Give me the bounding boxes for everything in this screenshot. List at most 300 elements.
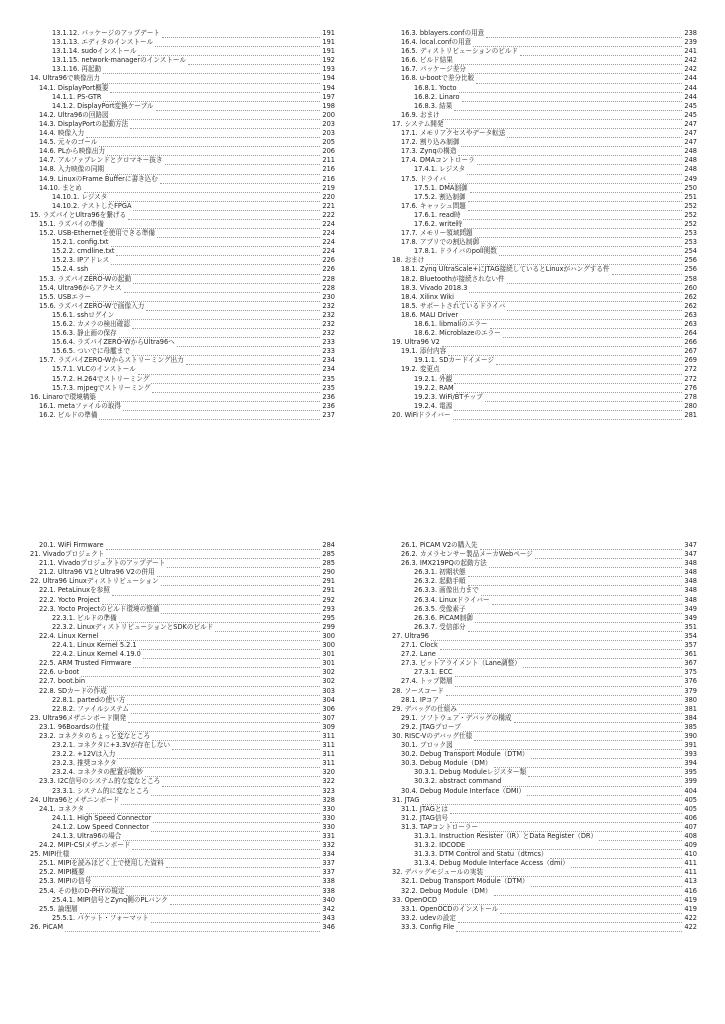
- toc-leader-dots: [438, 652, 683, 659]
- toc-entry[interactable]: [392, 659, 697, 668]
- toc-entry[interactable]: [392, 586, 697, 595]
- toc-entry[interactable]: [30, 568, 335, 577]
- toc-entry[interactable]: [30, 668, 335, 677]
- toc-entry[interactable]: [392, 823, 697, 832]
- toc-entry-title: 14.5. 元々のゴール: [39, 138, 98, 147]
- toc-entry[interactable]: [30, 229, 335, 238]
- toc-entry[interactable]: [392, 741, 697, 750]
- toc-entry-page: 391: [684, 741, 697, 750]
- toc-entry[interactable]: [392, 320, 697, 329]
- toc-entry[interactable]: [30, 138, 335, 147]
- toc-entry-title: 15.1. ラズパイの準備: [39, 219, 104, 228]
- toc-entry[interactable]: [30, 220, 335, 229]
- toc-entry[interactable]: [30, 275, 335, 284]
- toc-entry[interactable]: [392, 577, 697, 586]
- toc-leader-dots: [112, 589, 321, 596]
- toc-entry[interactable]: [392, 375, 697, 384]
- toc-entry[interactable]: [30, 365, 335, 374]
- toc-entry[interactable]: [30, 641, 335, 650]
- toc-leader-dots: [102, 598, 320, 605]
- toc-entry[interactable]: [392, 65, 697, 74]
- toc-leader-dots: [507, 131, 682, 138]
- toc-entry-page: 232: [322, 301, 335, 310]
- toc-entry[interactable]: [392, 111, 697, 120]
- toc-leader-dots: [473, 40, 682, 47]
- toc-entry[interactable]: [392, 211, 697, 220]
- toc-entry-page: 343: [322, 913, 335, 922]
- toc-entry[interactable]: [30, 320, 335, 329]
- toc-entry[interactable]: [392, 832, 697, 841]
- toc-entry[interactable]: [392, 84, 697, 93]
- toc-entry[interactable]: [30, 47, 335, 56]
- toc-entry[interactable]: [30, 211, 335, 220]
- toc-entry[interactable]: [30, 850, 335, 859]
- toc-entry-page: 235: [322, 374, 335, 383]
- toc-entry[interactable]: [30, 156, 335, 165]
- toc-entry[interactable]: [30, 632, 335, 641]
- toc-leader-dots: [470, 186, 683, 193]
- toc-entry[interactable]: [392, 156, 697, 165]
- toc-entry[interactable]: [392, 256, 697, 265]
- toc-entry[interactable]: [392, 74, 697, 83]
- toc-entry[interactable]: [392, 632, 697, 641]
- toc-entry[interactable]: [30, 868, 335, 877]
- toc-entry-title: 22.6. u-boot: [39, 668, 80, 677]
- toc-entry[interactable]: [30, 256, 335, 265]
- toc-entry[interactable]: [392, 732, 697, 741]
- toc-entry-page: 285: [322, 559, 335, 568]
- toc-leader-dots: [455, 670, 683, 677]
- toc-entry[interactable]: [392, 38, 697, 47]
- toc-entry-title: 16.9. おまけ: [401, 110, 440, 119]
- toc-entry[interactable]: [30, 347, 335, 356]
- toc-entry[interactable]: [30, 193, 335, 202]
- toc-entry[interactable]: [392, 365, 697, 374]
- toc-leader-dots: [133, 204, 320, 211]
- toc-leader-dots: [126, 889, 320, 896]
- toc-entry[interactable]: [30, 559, 335, 568]
- toc-entry-title: 33.3. Config File: [401, 922, 455, 931]
- toc-leader-dots: [186, 358, 321, 365]
- toc-entry[interactable]: [392, 193, 697, 202]
- toc-entry[interactable]: [30, 832, 335, 841]
- toc-leader-dots: [124, 286, 321, 293]
- toc-entry[interactable]: [392, 605, 697, 614]
- toc-entry-title: 15.5. USBエラー: [39, 292, 92, 301]
- toc-entry[interactable]: [30, 705, 335, 714]
- toc-entry[interactable]: [392, 668, 697, 677]
- toc-entry[interactable]: [30, 777, 335, 786]
- toc-leader-dots: [496, 358, 682, 365]
- toc-entry[interactable]: [30, 677, 335, 686]
- toc-entry-page: 299: [322, 622, 335, 631]
- toc-entry[interactable]: [30, 93, 335, 102]
- toc-entry-title: 15.2.1. config.txt: [52, 238, 109, 247]
- toc-entry[interactable]: [30, 129, 335, 138]
- toc-entry[interactable]: [392, 877, 697, 886]
- toc-entry-title: 22.8.2. ファイルシステム: [52, 704, 129, 713]
- toc-entry[interactable]: [30, 596, 335, 605]
- toc-entry[interactable]: [392, 641, 697, 650]
- toc-entry-title: 22.3.2. LinuxディストリビューションとSDKのビルド: [52, 622, 214, 631]
- toc-entry[interactable]: [30, 768, 335, 777]
- toc-leader-dots: [146, 304, 320, 311]
- toc-entry[interactable]: [30, 65, 335, 74]
- toc-entry[interactable]: [392, 887, 697, 896]
- toc-entry[interactable]: [30, 356, 335, 365]
- toc-entry-title: 17.5.1. DMA制御: [414, 183, 468, 192]
- toc-entry-title: 22.4. Linux Kernel: [39, 631, 99, 640]
- toc-entry-page: 253: [684, 238, 697, 247]
- toc-entry-title: 30.3.2. abstract command: [414, 777, 502, 786]
- toc-entry[interactable]: [392, 147, 697, 156]
- toc-leader-dots: [161, 607, 320, 614]
- toc-entry-title: 14.2. Ultra96の回路図: [39, 110, 109, 119]
- toc-entry[interactable]: [392, 284, 697, 293]
- toc-entry[interactable]: [30, 877, 335, 886]
- toc-leader-dots: [468, 625, 683, 632]
- toc-entry[interactable]: [392, 229, 697, 238]
- toc-entry[interactable]: [392, 311, 697, 320]
- toc-entry-page: 236: [322, 392, 335, 401]
- toc-entry[interactable]: [392, 650, 697, 659]
- toc-entry-title: 13.1.13. エディタのインストール: [52, 38, 154, 47]
- toc-entry-title: 33.2. udevの設定: [401, 913, 456, 922]
- toc-entry[interactable]: [392, 541, 697, 550]
- toc-entry[interactable]: [30, 265, 335, 274]
- toc-entry[interactable]: [30, 623, 335, 632]
- toc-entry[interactable]: [392, 138, 697, 147]
- toc-entry[interactable]: [30, 74, 335, 83]
- toc-leader-dots: [106, 552, 320, 559]
- toc-entry-title: 22.3. Yocto Projectのビルド環境の整備: [39, 604, 160, 613]
- toc-leader-dots: [188, 58, 320, 65]
- toc-entry[interactable]: [392, 596, 697, 605]
- toc-leader-dots: [612, 268, 683, 275]
- toc-leader-dots: [480, 825, 682, 832]
- toc-entry[interactable]: [392, 56, 697, 65]
- toc-entry-title: 17.7. メモリー領域問題: [401, 229, 473, 238]
- toc-entry-page: 405: [684, 795, 697, 804]
- toc-entry-page: 245: [684, 110, 697, 119]
- toc-entry-title: 23.2.4. コネクタの配置が微妙: [52, 768, 143, 777]
- toc-entry[interactable]: [392, 687, 697, 696]
- toc-entry-page: 334: [322, 850, 335, 859]
- toc-entry[interactable]: [392, 384, 697, 393]
- toc-entry-title: 22.5. ARM Trusted Firmware: [39, 659, 132, 668]
- toc-entry[interactable]: [392, 220, 697, 229]
- toc-entry[interactable]: [30, 102, 335, 111]
- toc-entry-page: 349: [684, 613, 697, 622]
- toc-entry[interactable]: [30, 147, 335, 156]
- toc-entry[interactable]: [392, 338, 697, 347]
- toc-entry-title: 16.8. u-bootで差分比較: [401, 74, 475, 83]
- toc-entry[interactable]: [392, 238, 697, 247]
- toc-entry[interactable]: [30, 759, 335, 768]
- toc-entry[interactable]: [392, 393, 697, 402]
- toc-entry-title: 16. Linaroで環境構築: [30, 392, 96, 401]
- toc-entry[interactable]: [30, 165, 335, 174]
- toc-entry-page: 237: [322, 410, 335, 419]
- toc-leader-dots: [490, 322, 683, 329]
- toc-leader-dots: [442, 113, 683, 120]
- toc-entry[interactable]: [30, 659, 335, 668]
- toc-entry-page: 384: [684, 713, 697, 722]
- toc-entry-title: 26.3. IMX219PQの起動方法: [401, 559, 487, 568]
- toc-entry[interactable]: [392, 129, 697, 138]
- toc-entry[interactable]: [392, 905, 697, 914]
- toc-entry[interactable]: [30, 905, 335, 914]
- toc-entry[interactable]: [392, 184, 697, 193]
- toc-entry[interactable]: [30, 550, 335, 559]
- toc-entry[interactable]: [30, 605, 335, 614]
- toc-entry[interactable]: [392, 677, 697, 686]
- toc-entry[interactable]: [30, 787, 335, 796]
- toc-entry[interactable]: [392, 275, 697, 284]
- toc-leader-dots: [527, 789, 682, 796]
- toc-entry-title: 23.2. コネクタのちょっと変なところ: [39, 731, 151, 740]
- toc-entry[interactable]: [30, 393, 335, 402]
- toc-entry[interactable]: [392, 841, 697, 850]
- toc-entry[interactable]: [30, 311, 335, 320]
- toc-entry-page: 235: [322, 383, 335, 392]
- toc-entry[interactable]: [392, 850, 697, 859]
- toc-entry[interactable]: [392, 614, 697, 623]
- toc-entry-page: 340: [322, 895, 335, 904]
- toc-entry-page: 267: [684, 347, 697, 356]
- toc-entry-title: 19.2.1. 外観: [414, 374, 453, 383]
- toc-entry[interactable]: [392, 356, 697, 365]
- toc-entry[interactable]: [392, 29, 697, 38]
- toc-entry[interactable]: [30, 687, 335, 696]
- toc-entry[interactable]: [392, 550, 697, 559]
- toc-entry[interactable]: [30, 796, 335, 805]
- toc-entry[interactable]: [30, 338, 335, 347]
- toc-entry[interactable]: [30, 184, 335, 193]
- toc-entry[interactable]: [392, 805, 697, 814]
- toc-entry[interactable]: [392, 787, 697, 796]
- toc-entry-title: 23.1. 96Boardsの仕様: [39, 722, 109, 731]
- toc-entry[interactable]: [392, 165, 697, 174]
- toc-entry[interactable]: [30, 411, 335, 420]
- toc-entry[interactable]: [30, 614, 335, 623]
- toc-entry[interactable]: [392, 247, 697, 256]
- toc-entry-title: 14.6. PLから映像出力: [39, 147, 106, 156]
- toc-entry[interactable]: [392, 923, 697, 932]
- toc-entry[interactable]: [392, 696, 697, 705]
- toc-entry-page: 348: [684, 559, 697, 568]
- toc-entry-title: 33.1. OpenOCDのインストール: [401, 904, 499, 913]
- toc-entry-page: 238: [684, 29, 697, 37]
- toc-entry-page: 301: [322, 659, 335, 668]
- toc-entry[interactable]: [392, 896, 697, 905]
- toc-entry[interactable]: [30, 841, 335, 850]
- toc-entry-title: 15.2. USB-Ethernetを使用できる準備: [39, 229, 155, 238]
- toc-leader-dots: [494, 761, 683, 768]
- toc-entry-title: 27.4. トップ階層: [401, 677, 453, 686]
- toc-entry-page: 194: [322, 74, 335, 83]
- toc-entry[interactable]: [30, 302, 335, 311]
- toc-entry[interactable]: [392, 93, 697, 102]
- toc-entry[interactable]: [392, 777, 697, 786]
- toc-entry-title: 18.4. Xilinx Wiki: [401, 292, 454, 301]
- toc-entry-title: 25.3. MIPIの信号: [39, 877, 92, 886]
- toc-entry[interactable]: [30, 284, 335, 293]
- toc-panel-bottom-right: [392, 541, 697, 932]
- toc-entry[interactable]: [30, 859, 335, 868]
- toc-entry[interactable]: [30, 111, 335, 120]
- toc-entry[interactable]: [392, 714, 697, 723]
- toc-entry[interactable]: [392, 623, 697, 632]
- toc-entry-title: 23.3. I2C信号のシステム的な変なところ: [39, 777, 161, 786]
- toc-entry[interactable]: [30, 650, 335, 659]
- toc-entry[interactable]: [30, 375, 335, 384]
- toc-entry[interactable]: [30, 696, 335, 705]
- toc-entry-title: 13.1.12. パッケージのアップデート: [52, 29, 160, 37]
- toc-entry-title: 23. Ultra96メザニンボード開発: [30, 713, 127, 722]
- toc-entry-page: 233: [322, 338, 335, 347]
- toc-entry-page: 256: [684, 256, 697, 265]
- toc-leader-dots: [499, 249, 683, 256]
- toc-entry-title: 16.7. パッケージ差分: [401, 65, 466, 74]
- toc-entry[interactable]: [392, 102, 697, 111]
- toc-leader-dots: [151, 825, 320, 832]
- toc-leader-dots: [448, 177, 682, 184]
- toc-leader-dots: [475, 616, 683, 623]
- toc-entry[interactable]: [392, 402, 697, 411]
- toc-entry[interactable]: [30, 202, 335, 211]
- toc-leader-dots: [156, 104, 321, 111]
- toc-entry-page: 311: [322, 750, 335, 759]
- toc-entry-page: 419: [684, 904, 697, 913]
- toc-entry[interactable]: [30, 293, 335, 302]
- toc-leader-dots: [477, 158, 683, 165]
- toc-entry-page: 198: [322, 101, 335, 110]
- toc-leader-dots: [80, 907, 321, 914]
- toc-entry[interactable]: [30, 750, 335, 759]
- toc-entry[interactable]: [392, 329, 697, 338]
- toc-leader-dots: [152, 734, 320, 741]
- toc-entry[interactable]: [392, 411, 697, 420]
- toc-leader-dots: [106, 222, 321, 229]
- toc-entry[interactable]: [392, 202, 697, 211]
- toc-leader-dots: [132, 349, 320, 356]
- toc-entry[interactable]: [30, 714, 335, 723]
- toc-entry-page: 272: [684, 365, 697, 374]
- toc-entry-page: 411: [684, 859, 697, 868]
- toc-entry[interactable]: [30, 29, 335, 38]
- toc-entry[interactable]: [30, 577, 335, 586]
- toc-entry-page: 367: [684, 659, 697, 668]
- toc-entry[interactable]: [30, 120, 335, 129]
- toc-entry[interactable]: [30, 541, 335, 550]
- toc-leader-dots: [81, 670, 320, 677]
- toc-entry-page: 200: [322, 110, 335, 119]
- toc-entry[interactable]: [30, 896, 335, 905]
- toc-entry-page: 263: [684, 320, 697, 328]
- toc-entry[interactable]: [392, 293, 697, 302]
- toc-entry[interactable]: [392, 175, 697, 184]
- toc-entry[interactable]: [30, 887, 335, 896]
- toc-entry-title: 30.3.1. Debug Moduleレジスター類: [414, 768, 527, 777]
- toc-leader-dots: [450, 816, 682, 823]
- toc-entry[interactable]: [30, 329, 335, 338]
- toc-leader-dots: [494, 889, 683, 896]
- toc-entry[interactable]: [30, 914, 335, 923]
- toc-leader-dots: [431, 634, 682, 641]
- toc-entry-title: 32. デバッグモジュールの実装: [392, 868, 484, 877]
- toc-leader-dots: [99, 140, 320, 147]
- toc-entry[interactable]: [392, 302, 697, 311]
- toc-entry[interactable]: [30, 402, 335, 411]
- toc-entry-page: 264: [684, 329, 697, 338]
- toc-entry[interactable]: [30, 56, 335, 65]
- toc-entry-page: 226: [322, 265, 335, 274]
- toc-entry[interactable]: [392, 705, 697, 714]
- toc-entry[interactable]: [30, 586, 335, 595]
- toc-leader-dots: [138, 49, 320, 56]
- toc-entry[interactable]: [30, 384, 335, 393]
- toc-leader-dots: [599, 834, 682, 841]
- toc-entry[interactable]: [30, 823, 335, 832]
- toc-entry[interactable]: [392, 859, 697, 868]
- toc-entry[interactable]: [30, 723, 335, 732]
- toc-entry-title: 18.1. Zynq UltraScale+にJTAG接続しているとLinuxがハングする件: [401, 265, 610, 274]
- toc-entry-page: 406: [684, 813, 697, 822]
- toc-entry-title: 24.1.3. Ultra96の場合: [52, 832, 122, 840]
- toc-entry[interactable]: [392, 914, 697, 923]
- toc-entry[interactable]: [392, 559, 697, 568]
- toc-entry-page: 244: [684, 92, 697, 101]
- toc-entry-page: 419: [684, 895, 697, 904]
- toc-entry-page: 422: [684, 913, 697, 922]
- toc-entry-title: 22.7. boot.bin: [39, 677, 86, 686]
- toc-entry[interactable]: [30, 38, 335, 47]
- toc-entry[interactable]: [392, 759, 697, 768]
- toc-entry[interactable]: [30, 805, 335, 814]
- toc-entry-page: 300: [322, 641, 335, 650]
- toc-entry[interactable]: [30, 741, 335, 750]
- toc-entry[interactable]: [392, 347, 697, 356]
- toc-leader-dots: [468, 67, 683, 74]
- toc-leader-dots: [130, 122, 320, 129]
- toc-entry[interactable]: [392, 768, 697, 777]
- toc-leader-dots: [99, 413, 320, 420]
- toc-entry[interactable]: [392, 723, 697, 732]
- toc-entry-title: 15.6.1. sshログイン: [52, 310, 115, 319]
- toc-entry[interactable]: [30, 175, 335, 184]
- toc-entry-page: 300: [322, 631, 335, 640]
- toc-entry[interactable]: [392, 120, 697, 129]
- toc-entry[interactable]: [392, 568, 697, 577]
- toc-entry[interactable]: [30, 238, 335, 247]
- toc-entry[interactable]: [30, 814, 335, 823]
- toc-entry[interactable]: [30, 923, 335, 932]
- toc-leader-dots: [550, 852, 683, 859]
- toc-entry[interactable]: [30, 732, 335, 741]
- toc-entry[interactable]: [392, 47, 697, 56]
- toc-entry-page: 230: [322, 292, 335, 301]
- toc-entry[interactable]: [392, 750, 697, 759]
- toc-leader-dots: [507, 277, 683, 284]
- toc-entry[interactable]: [392, 868, 697, 877]
- toc-entry[interactable]: [392, 814, 697, 823]
- toc-entry[interactable]: [392, 796, 697, 805]
- toc-entry[interactable]: [30, 84, 335, 93]
- toc-entry[interactable]: [30, 247, 335, 256]
- toc-entry[interactable]: [392, 265, 697, 274]
- toc-entry-title: 15.6.4. ラズパイZERO-WからUltra96へ: [52, 338, 175, 347]
